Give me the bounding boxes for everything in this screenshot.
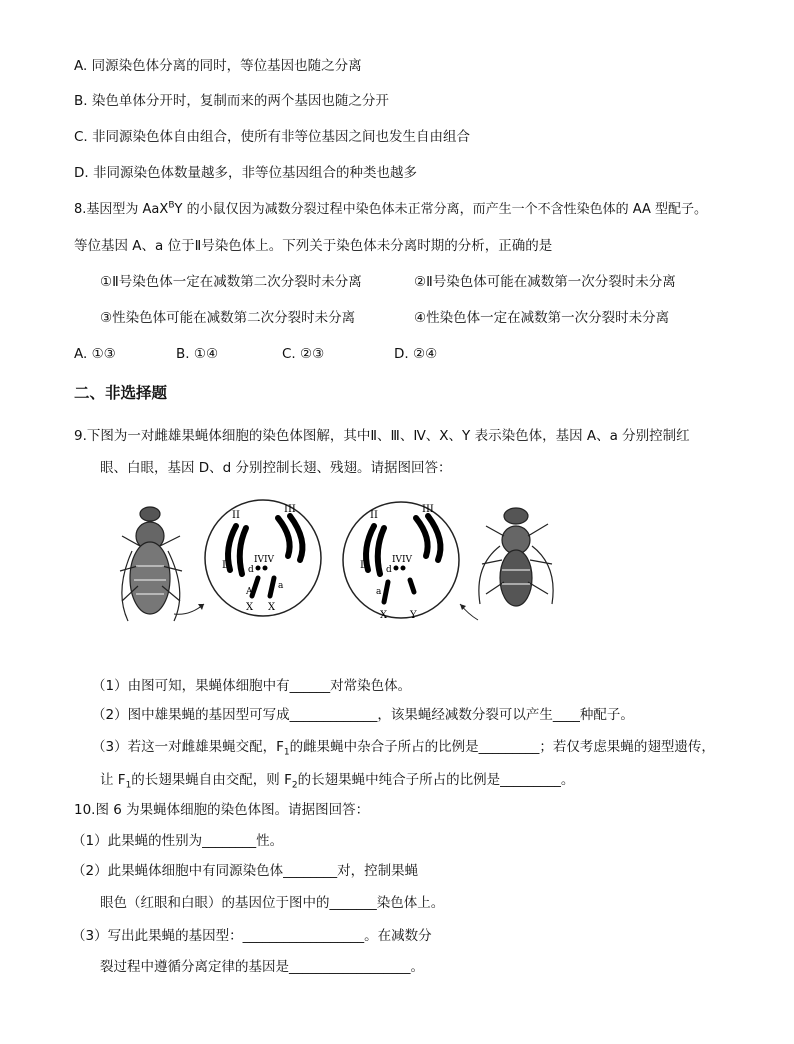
female-fly-icon [120,507,182,621]
label-iv-1: IV [254,555,265,565]
q8-option-b: B. ①④ [176,346,219,362]
q10-sub-2a: （2）此果蝇体细胞中有同源染色体________对，控制果蝇 [72,863,419,879]
label-a: a [376,587,382,597]
label-a-upper: A [246,587,253,597]
q8-item-2: ②Ⅱ号染色体可能在减数第一次分裂时未分离 [414,274,676,290]
label-iii: III [422,504,434,515]
q10-sub-3a: （3）写出此果蝇的基因型：__________________。在减数分 [72,928,432,944]
q9-sub-2: （2）图中雄果蝇的基因型可写成_____________，该果蝇经减数分裂可以产生____种配子。 [92,707,634,723]
section-heading: 二、非选择题 [74,384,168,402]
label-x2: X [268,602,276,613]
q8-stem-line1: 8.基因型为 AaX$^B$Y 的小鼠仅因为减数分裂过程中染色体未正常分离，而产生一个不含性染色体的 AA 型配子。 [74,200,707,217]
label-iv-2: IV [402,555,413,565]
label-d-lower: d [248,565,254,575]
q10-sub-1: （1）此果蝇的性别为________性。 [72,833,284,849]
female-chromosome-circle [205,500,321,616]
q8-item-4: ④性染色体一定在减数第一次分裂时未分离 [414,310,670,326]
q8-option-c: C. ②③ [282,346,325,362]
q8-item-3: ③性染色体可能在减数第二次分裂时未分离 [100,310,356,326]
label-iii: III [284,504,296,515]
q8-option-d: D. ②④ [394,346,438,362]
label-y: Y [410,610,417,621]
q7-option-a: A. 同源染色体分离的同时，等位基因也随之分离 [74,58,362,74]
q10-sub-3b: 裂过程中遵循分离定律的基因是__________________。 [100,959,424,975]
label-iv-2: IV [264,555,275,565]
q7-option-d: D. 非同源染色体数量越多，非等位基因组合的种类也越多 [74,165,417,181]
label-x1: X [246,602,254,613]
label-iv-1: IV [392,555,403,565]
label-a-lower: a [278,581,284,591]
q8-option-a: A. ①③ [74,346,116,362]
label-d-lower: d [386,565,392,575]
label-d-upper: D [360,560,369,571]
q8-stem-line2: 等位基因 A、a 位于Ⅱ号染色体上。下列关于染色体未分离时期的分析，正确的是 [74,238,553,254]
q10-stem: 10.图 6 为果蝇体细胞的染色体图。请据图回答： [74,802,370,818]
label-ii: II [232,510,240,521]
q8-item-1: ①Ⅱ号染色体一定在减数第二次分裂时未分离 [100,274,362,290]
label-ii: II [370,510,378,521]
q10-sub-2b: 眼色（红眼和白眼）的基因位于图中的_______染色体上。 [100,895,445,911]
male-chromosome-circle [343,502,459,621]
q7-option-c: C. 非同源染色体自由组合，使所有非等位基因之间也发生自由组合 [74,129,471,145]
label-x: X [380,610,388,621]
fruit-fly-chromosome-figure [118,496,558,628]
male-fly-icon [479,508,553,606]
q9-sub-3b: 让 $F_1$的长翅果蝇自由交配，则 $F_2$的长翅果蝇中纯合子所占的比例是_________。 [100,772,575,791]
q9-sub-1: （1）由图可知，果蝇体细胞中有______对常染色体。 [92,678,412,694]
q9-stem-line1: 9.下图为一对雌雄果蝇体细胞的染色体图解，其中Ⅱ、Ⅲ、Ⅳ、X、Y 表示染色体，基因 A、a 分别控制红 [74,428,690,444]
q9-sub-3a: （3）若这一对雌雄果蝇交配，$F_1$的雌果蝇中杂合子所占的比例是_________；若仅考虑果蝇的翅型遗传， [92,739,715,758]
q7-option-b: B. 染色单体分开时，复制而来的两个基因也随之分开 [74,93,389,109]
label-d-upper: D [222,560,231,571]
q9-stem-line2: 眼、白眼，基因 D、d 分别控制长翅、残翅。请据图回答： [100,460,452,476]
